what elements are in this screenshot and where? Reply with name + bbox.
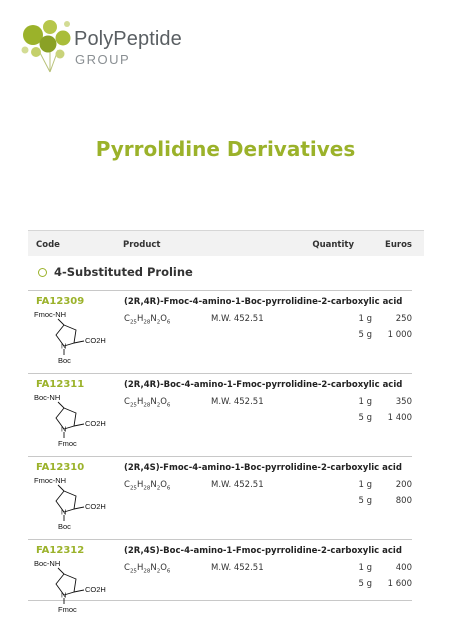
price-2: 800 (395, 496, 412, 506)
product-code: FA12312 (36, 545, 85, 556)
molecule-logo-icon (20, 16, 72, 74)
header-product: Product (123, 240, 161, 250)
header-quantity: Quantity (312, 240, 354, 250)
row-divider (28, 290, 412, 291)
product-name: (2R,4S)-Boc-4-amino-1-Fmoc-pyrrolidine-2-carboxylic acid (124, 546, 402, 556)
price-1: 350 (395, 397, 412, 407)
structure-top-group: Fmoc-NH (34, 310, 67, 319)
molecular-formula: $C_{25}H_{28}N_2O_6$ (124, 314, 171, 326)
molecular-weight: M.W. 452.51 (211, 480, 264, 490)
product-name: (2R,4R)-Boc-4-amino-1-Fmoc-pyrrolidine-2-carboxylic acid (124, 380, 403, 390)
structure-n-group: Boc (58, 356, 71, 365)
molecular-formula: $C_{25}H_{28}N_2O_6$ (124, 480, 171, 492)
quantity-1: 1 g (358, 397, 372, 407)
structure-top-group: Fmoc-NH (34, 476, 67, 485)
structure-ring-n: N (61, 590, 67, 600)
chemical-structure (34, 308, 112, 370)
chemical-structure (34, 474, 112, 536)
circle-bullet-icon (38, 268, 47, 277)
brand-logo (20, 16, 220, 76)
product-name: (2R,4R)-Fmoc-4-amino-1-Boc-pyrrolidine-2-carboxylic acid (124, 297, 403, 307)
quantity-1: 1 g (358, 563, 372, 573)
product-entry (28, 462, 412, 542)
molecular-formula: $C_{25}H_{28}N_2O_6$ (124, 563, 171, 575)
product-name: (2R,4S)-Fmoc-4-amino-1-Boc-pyrrolidine-2-carboxylic acid (124, 463, 402, 473)
molecular-formula: $C_{25}H_{28}N_2O_6$ (124, 397, 171, 409)
structure-top-group: Boc-NH (34, 393, 61, 402)
structure-n-group: Fmoc (58, 439, 77, 448)
price-1: 200 (395, 480, 412, 490)
product-entry (28, 545, 412, 625)
quantity-1: 1 g (358, 480, 372, 490)
section-title: 4-Substituted Proline (54, 265, 193, 279)
price-2: 1 000 (387, 330, 412, 340)
product-entry (28, 379, 412, 459)
table-header (28, 230, 424, 256)
product-code: FA12310 (36, 462, 85, 473)
product-code: FA12311 (36, 379, 85, 390)
chemical-structure (34, 557, 112, 619)
price-2: 1 400 (387, 413, 412, 423)
quantity-2: 5 g (358, 496, 372, 506)
quantity-2: 5 g (358, 413, 372, 423)
structure-n-group: Fmoc (58, 605, 77, 614)
chemical-structure (34, 391, 112, 453)
price-1: 400 (395, 563, 412, 573)
structure-top-group: Boc-NH (34, 559, 61, 568)
quantity-2: 5 g (358, 579, 372, 589)
molecular-weight: M.W. 452.51 (211, 314, 264, 324)
page-title: Pyrrolidine Derivatives (95, 137, 356, 161)
structure-acid: CO2H (85, 336, 106, 345)
molecular-weight: M.W. 452.51 (211, 563, 264, 573)
molecular-weight: M.W. 452.51 (211, 397, 264, 407)
structure-n-group: Boc (58, 522, 71, 531)
product-code: FA12309 (36, 296, 85, 307)
structure-ring-n: N (61, 424, 67, 434)
quantity-2: 5 g (358, 330, 372, 340)
brand-group: GROUP (75, 52, 131, 67)
structure-acid: CO2H (85, 419, 106, 428)
price-1: 250 (395, 314, 412, 324)
structure-acid: CO2H (85, 585, 106, 594)
price-2: 1 600 (387, 579, 412, 589)
quantity-1: 1 g (358, 314, 372, 324)
section-heading (38, 265, 193, 279)
structure-ring-n: N (61, 341, 67, 351)
header-euros: Euros (385, 240, 412, 250)
header-code: Code (36, 240, 60, 250)
structure-acid: CO2H (85, 502, 106, 511)
brand-name: PolyPeptide (74, 28, 182, 50)
product-entry (28, 296, 412, 376)
structure-ring-n: N (61, 507, 67, 517)
